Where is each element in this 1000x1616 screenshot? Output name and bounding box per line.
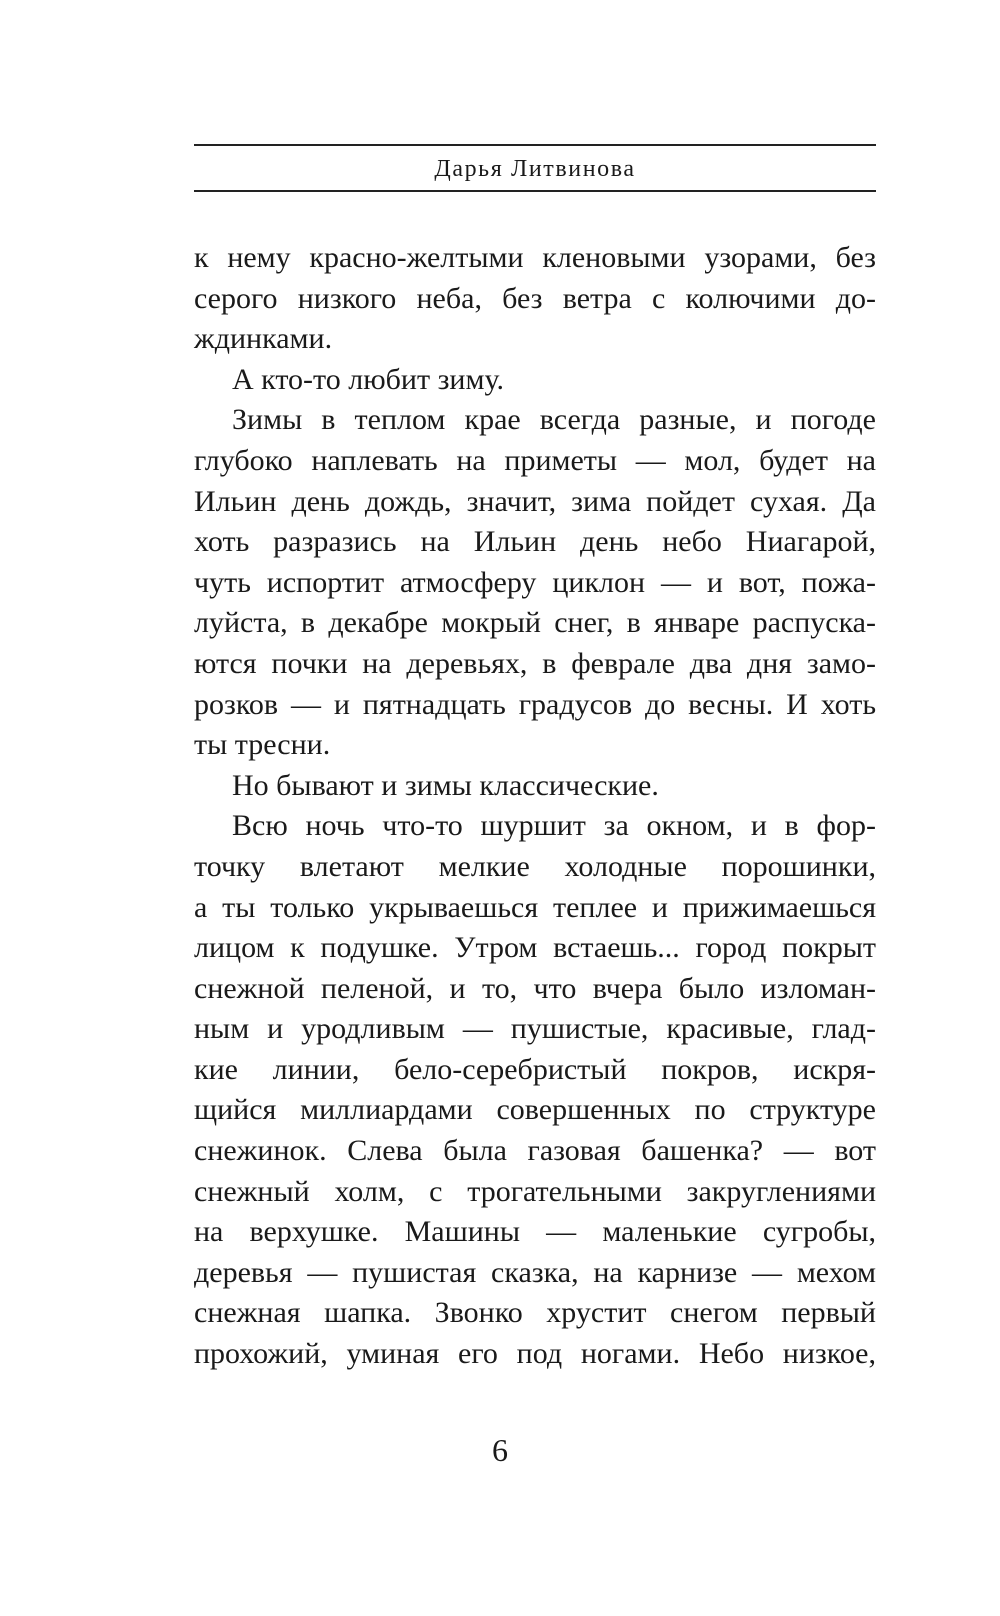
text-line: глубоко наплевать на приметы — мол, будет на [194, 443, 876, 477]
text-line: деревья — пушистая сказка, на карнизе — мехом [194, 1255, 876, 1289]
header-author: Дарья Литвинова [434, 156, 636, 182]
text-line: а ты только укрываешься теплее и прижимаешься [194, 890, 876, 924]
text-line: чуть испортит атмосферу циклон — и вот, пожа- [194, 565, 876, 599]
text-line: на верхушке. Машины — маленькие сугробы, [194, 1215, 876, 1249]
text-line: серого низкого неба, без ветра с колючими до- [194, 281, 876, 315]
text-line: прохожий, уминая его под ногами. Небо низкое, [194, 1337, 876, 1371]
text-line: щийся миллиардами совершенных по структуре [194, 1093, 876, 1127]
text-line: лицом к подушке. Утром встаешь... город покрыт [194, 931, 876, 965]
text-line: кие линии, бело-серебристый покров, искря- [194, 1052, 876, 1086]
text-line: снежная шапка. Звонко хрустит снегом первый [194, 1296, 876, 1330]
page-number: 6 [492, 1432, 508, 1468]
running-header [194, 144, 876, 192]
paragraph-line: А кто-то любит зиму. [232, 362, 504, 396]
paragraph-line: Зимы в теплом крае всегда разные, и погоде [232, 403, 876, 437]
text-line: ются почки на деревьях, в феврале два дня замо- [194, 646, 876, 680]
text-line: хоть разразись на Ильин день небо Ниагарой, [194, 525, 876, 559]
text-line: к нему красно-желтыми кленовыми узорами, без [194, 241, 876, 274]
text-line: ждинками. [194, 322, 333, 356]
paragraph-line: Всю ночь что-то шуршит за окном, и в фор- [232, 809, 876, 843]
body-text [194, 238, 876, 1375]
text-line: Ильин день дождь, значит, зима пойдет сухая. Да [194, 484, 876, 518]
text-line: луйста, в декабре мокрый снег, в январе распуска- [194, 606, 876, 640]
text-line: точку влетают мелкие холодные порошинки, [194, 849, 876, 883]
text-line: снежинок. Слева была газовая башенка? — вот [194, 1134, 876, 1168]
paragraph-line: Но бывают и зимы классические. [232, 768, 659, 802]
text-line: снежный холм, с трогательными закруглениями [194, 1174, 876, 1208]
text-line: ты тресни. [194, 728, 331, 762]
text-line: снежной пеленой, и то, что вчера было изломан- [194, 971, 876, 1005]
text-line: розков — и пятнадцать градусов до весны. И хоть [194, 687, 876, 721]
text-line: ным и уродливым — пушистые, красивые, глад- [194, 1012, 876, 1046]
